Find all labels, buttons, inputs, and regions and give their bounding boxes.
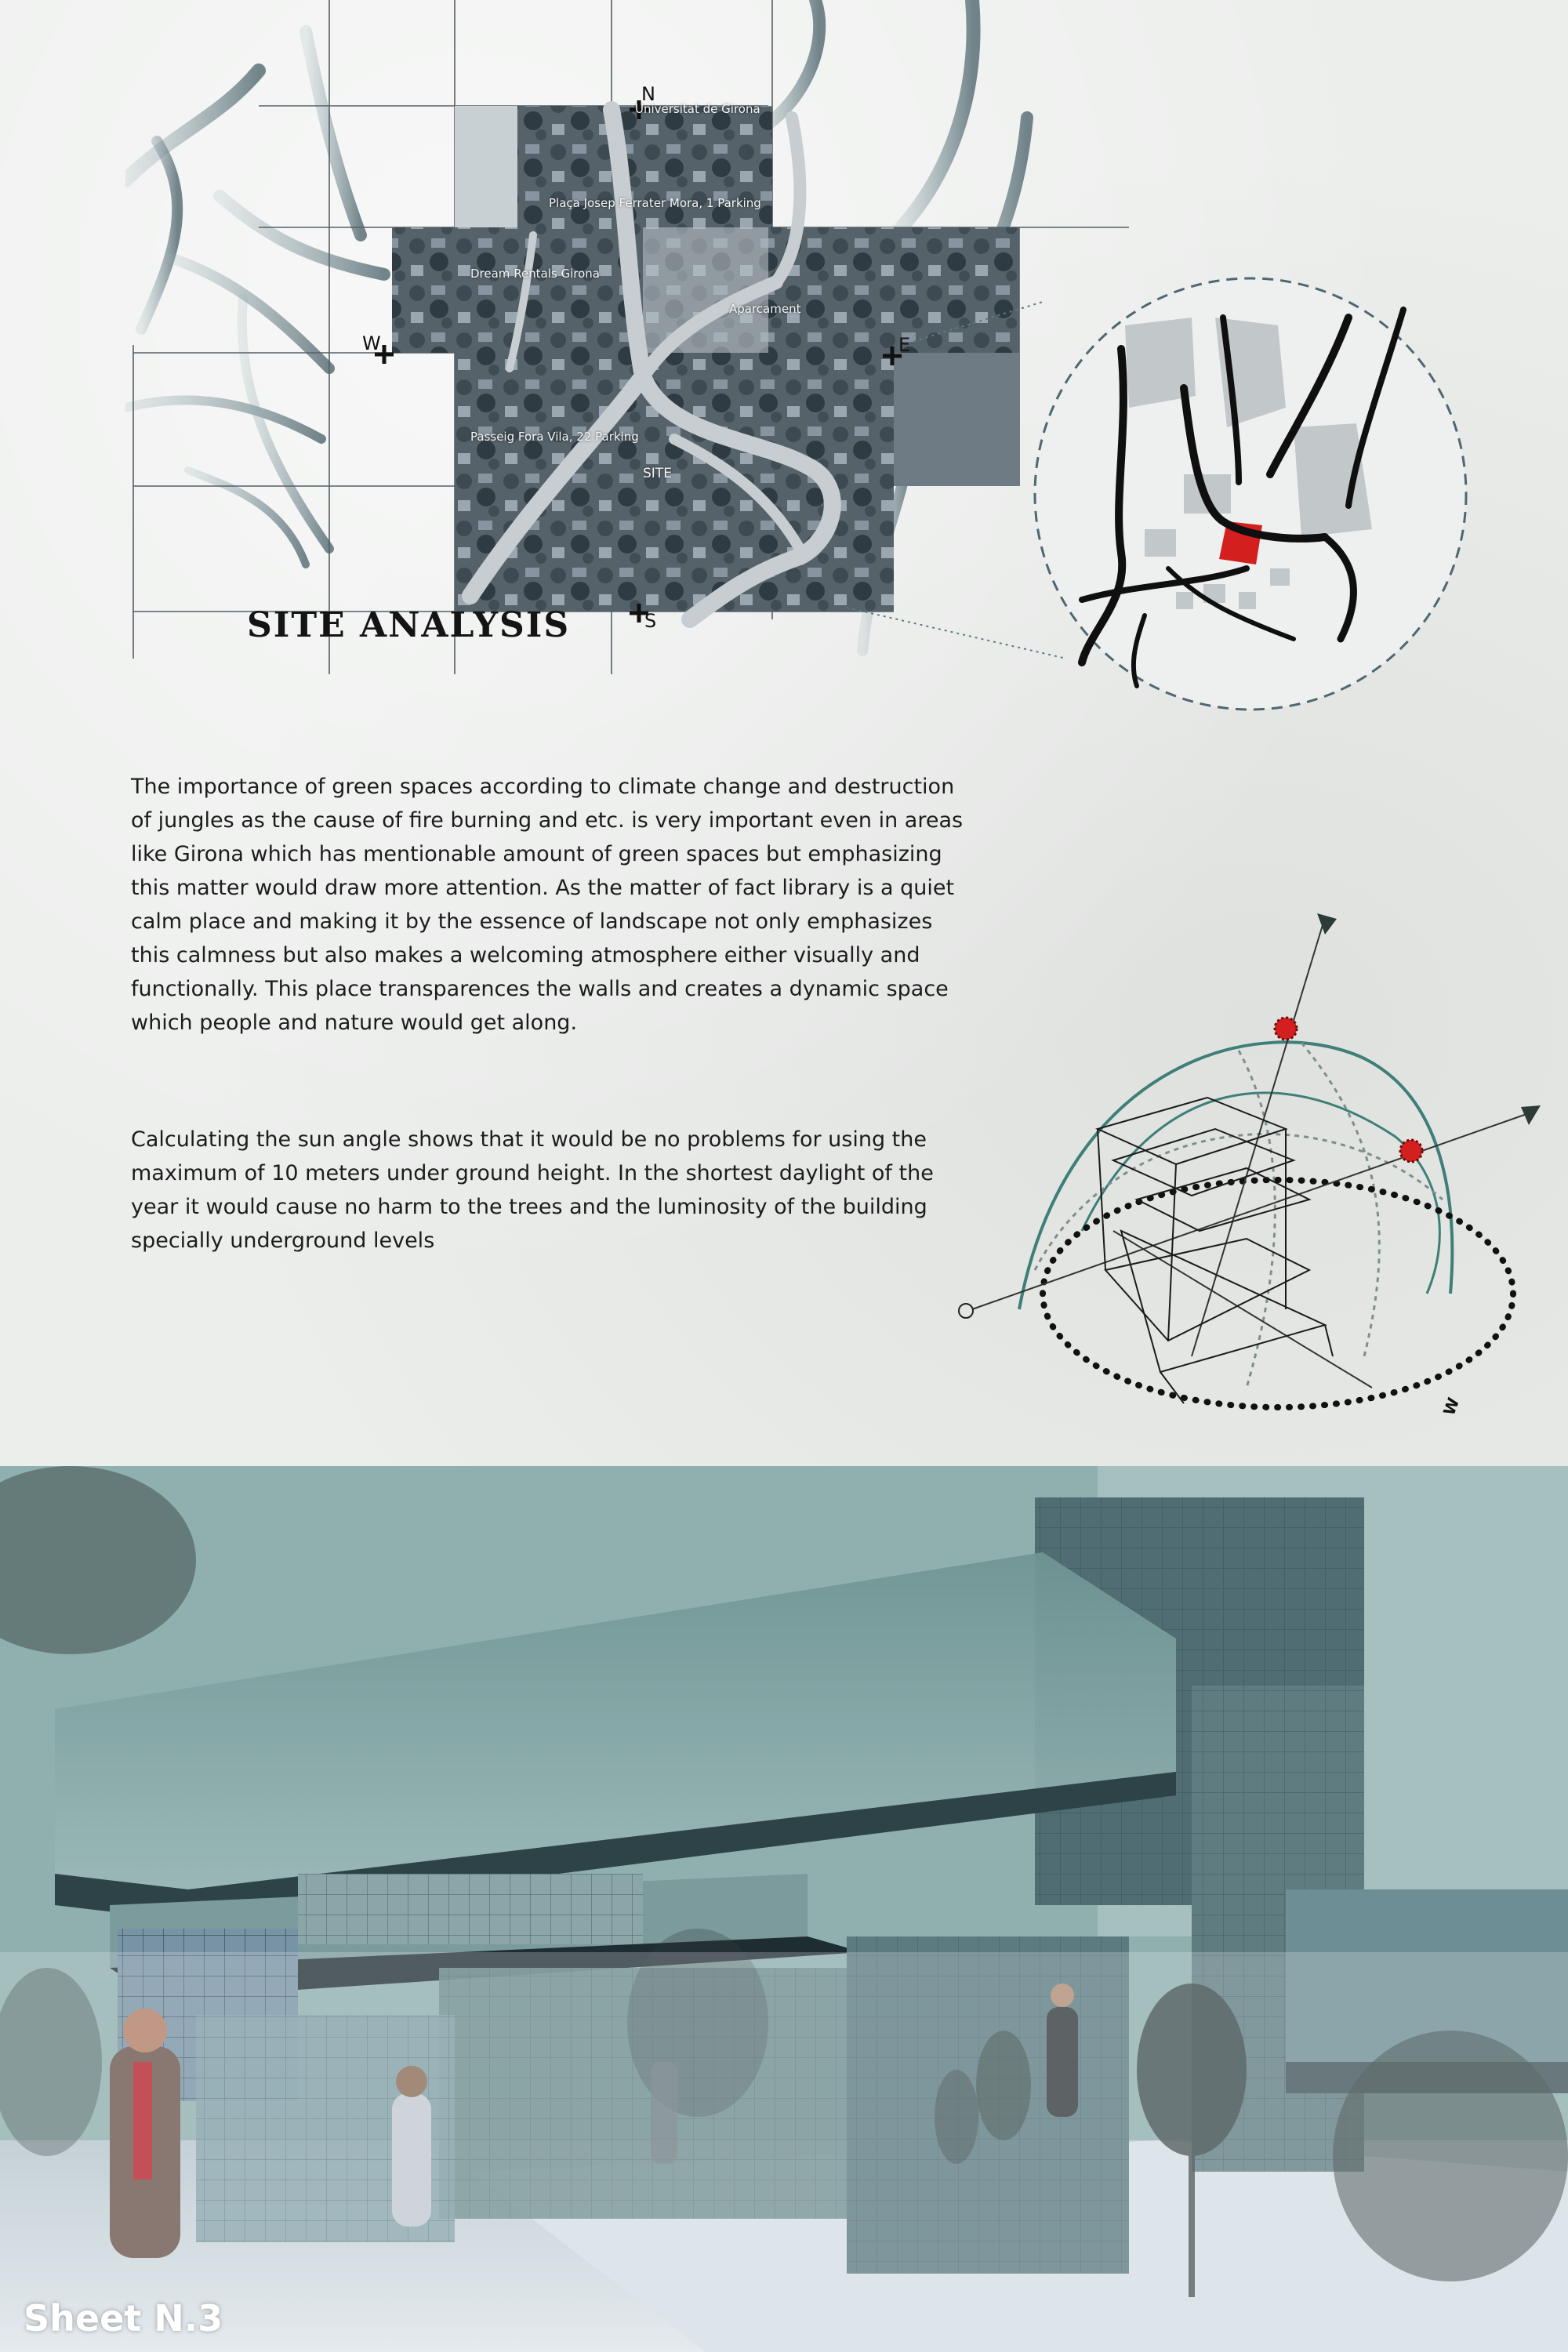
building-wireframe	[1098, 1098, 1333, 1403]
map-label-parking-ferrater: Plaça Josep Ferrater Mora, 1 Parking	[549, 196, 761, 210]
map-label-university: Universitat de Girona	[635, 102, 760, 116]
map-label-site: SITE	[643, 466, 672, 481]
compass-south: S	[644, 610, 657, 632]
sun-angle-paragraph: Calculating the sun angle shows that it would be no problems for using the maximum of 10 meters under ground height. In the shortest daylight of the year it would cause no harm to the trees and the luminosity of the building specially underground levels	[131, 1127, 934, 1253]
site-analysis-map	[125, 0, 1145, 674]
sun-axes	[972, 917, 1529, 1388]
sun-origin-marker	[959, 1304, 973, 1318]
compass-east: E	[898, 334, 911, 356]
site-analysis-title: SITE ANALYSIS	[247, 605, 571, 645]
map-label-parking-fora-vila: Passeig Fora Vila, 22 Parking	[470, 430, 639, 444]
map-label-dream-rentals: Dream Rentals Girona	[470, 267, 600, 281]
aerial-photo	[392, 106, 1019, 612]
building-render	[0, 1466, 1568, 2352]
sun-arrows	[1317, 913, 1541, 1125]
sun-arcs	[1019, 1042, 1452, 1388]
render-scene	[0, 1466, 1568, 2352]
ground-ellipse	[1043, 1180, 1513, 1407]
compass-north: N	[641, 83, 655, 105]
sun-path-diagram	[956, 902, 1552, 1435]
map-label-aparcament: Aparcament	[729, 302, 801, 316]
compass-west: W	[362, 332, 381, 354]
sun-diagram-west-label: W	[1439, 1395, 1464, 1418]
sun-path-graphic	[956, 902, 1552, 1435]
green-space-paragraph: The importance of green spaces according to climate change and destruction of jungles as the cause of fire burning and etc. is very important even in areas like Girona which has mentionable amount of green spaces but emphasizing this matter would draw more attention. As the matter of fact library is a quiet calm place and making it by the essence of landscape not only emphasizes this calmness but also makes a welcoming atmosphere either visually and functionally. This place transparences the walls and creates a dynamic space which people and nature would get along.	[131, 775, 964, 1035]
site-inset-circle	[1027, 270, 1474, 717]
site-map-graphic	[125, 0, 1145, 674]
sheet-number-label: Sheet N.3	[24, 2297, 223, 2339]
